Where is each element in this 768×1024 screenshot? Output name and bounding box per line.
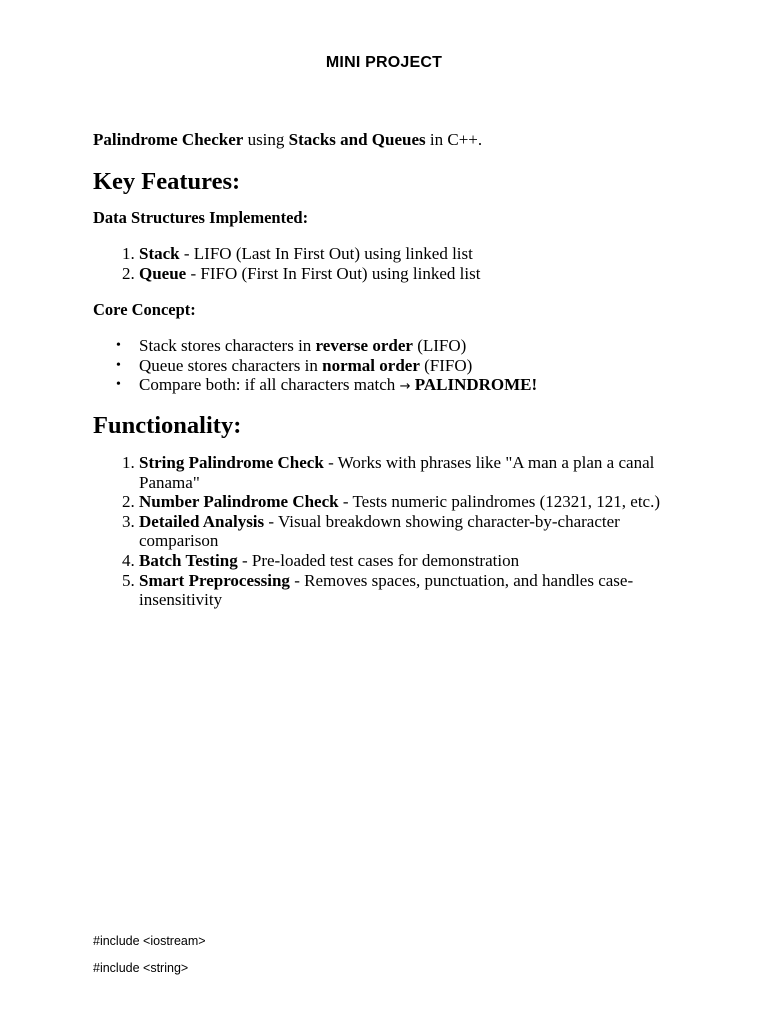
list-item: 1. String Palindrome Check - Works with phrases like "A man a plan a canal Panama" — [139, 453, 673, 492]
right-arrow-icon: → — [399, 379, 411, 395]
functionality-heading: Functionality: — [93, 411, 242, 439]
list-item: 3. Detailed Analysis - Visual breakdown showing character-by-character comparison — [139, 512, 673, 551]
list-item: • Compare both: if all characters match → PALINDROME! — [139, 375, 673, 397]
list-item: 2. Number Palindrome Check - Tests numeric palindromes (12321, 121, etc.) — [139, 492, 673, 512]
list-item: • Stack stores characters in reverse order (LIFO) — [139, 336, 673, 356]
core-concept-heading: Core Concept: — [93, 300, 196, 320]
list-item: 2. Queue - FIFO (First In First Out) using linked list — [139, 264, 673, 284]
list-item: 5. Smart Preprocessing - Removes spaces, punctuation, and handles case-insensitivity — [139, 571, 673, 610]
document-body — [93, 129, 673, 610]
intro-text: using — [243, 130, 289, 149]
data-structures-list — [93, 244, 673, 283]
code-line-include-iostream: #include <iostream> — [93, 934, 206, 948]
list-item: 4. Batch Testing - Pre-loaded test cases for demonstration — [139, 551, 673, 571]
list-item: 1. Stack - LIFO (Last In First Out) using linked list — [139, 244, 673, 264]
list-item: • Queue stores characters in normal order (FIFO) — [139, 356, 673, 376]
functionality-list — [93, 453, 673, 610]
page-title: MINI PROJECT — [325, 54, 443, 71]
code-line-include-string: #include <string> — [93, 961, 189, 975]
intro-paragraph — [93, 129, 673, 151]
intro-structures: Stacks and Queues — [288, 130, 426, 149]
intro-project-name: Palindrome Checker — [93, 130, 244, 149]
key-features-heading: Key Features: — [93, 168, 241, 195]
data-structures-heading: Data Structures Implemented: — [93, 208, 309, 227]
core-concept-list — [93, 336, 673, 397]
intro-language: in C++. — [425, 130, 483, 149]
